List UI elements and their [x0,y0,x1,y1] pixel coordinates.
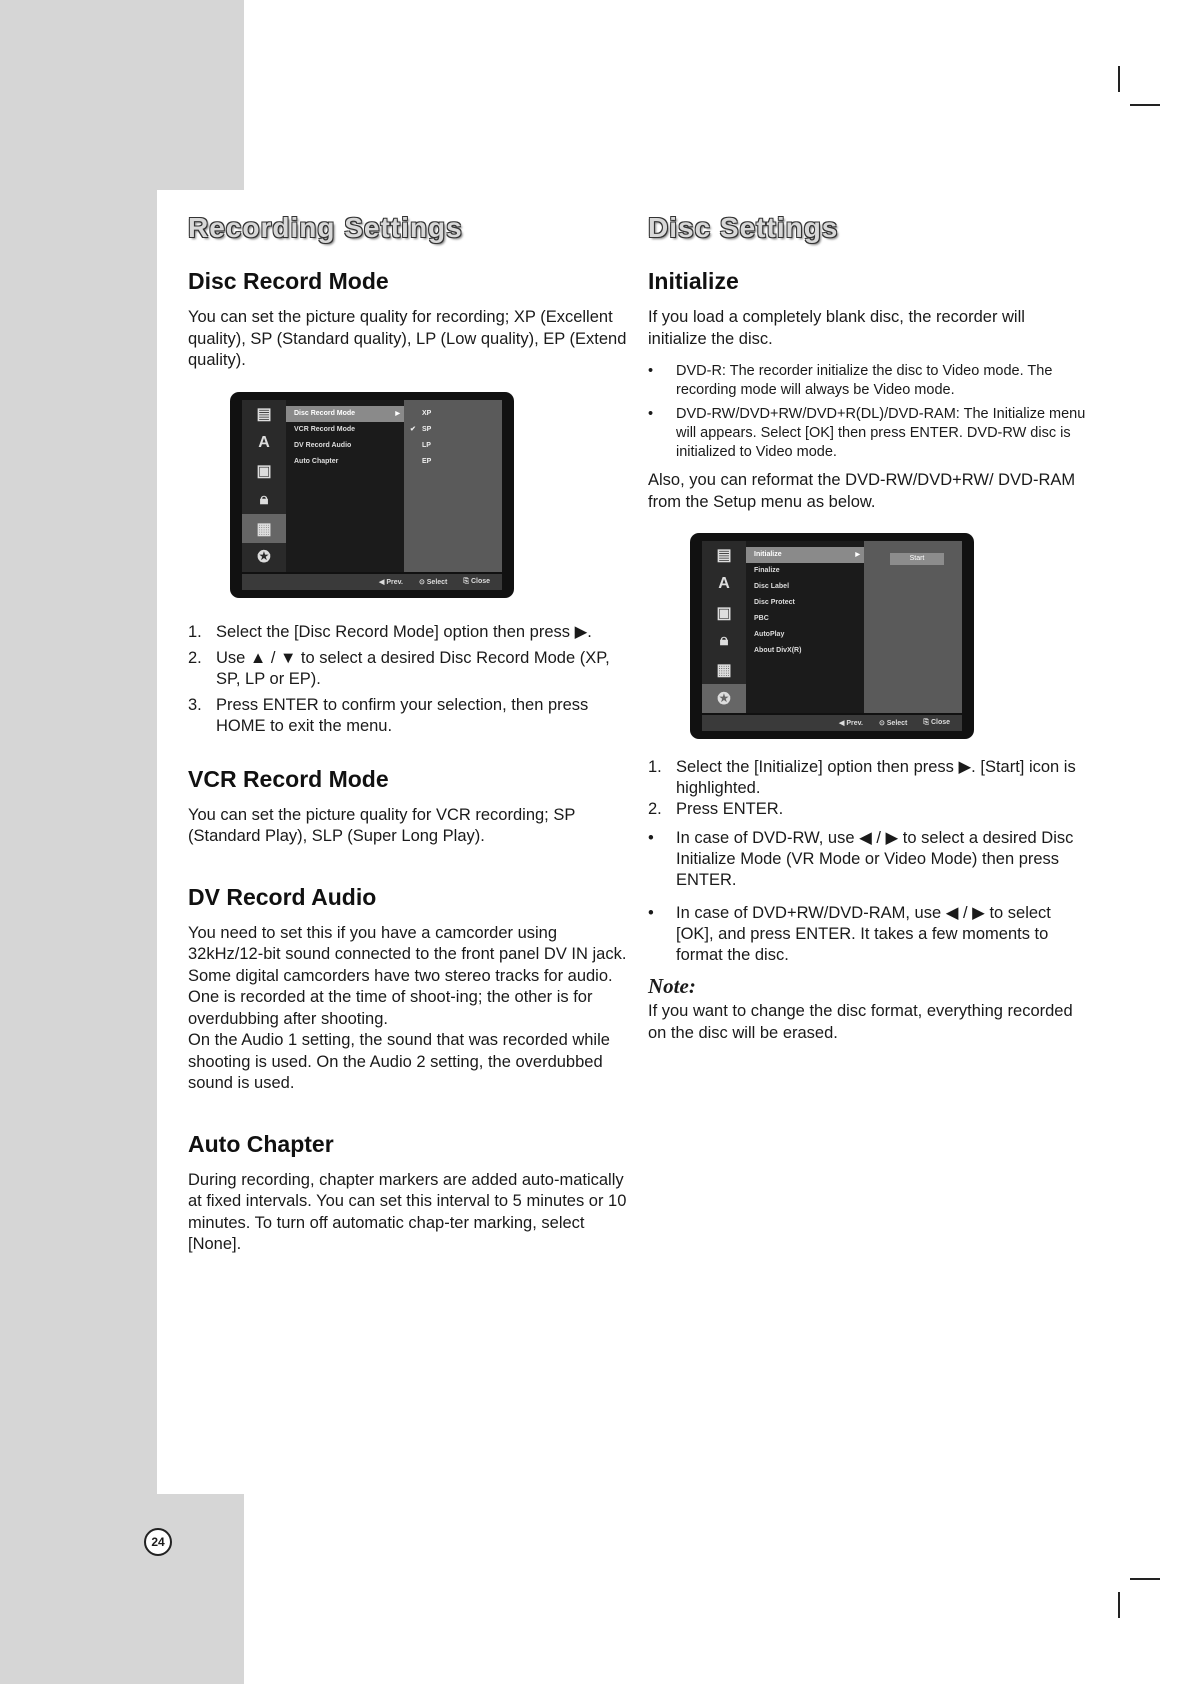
menu-item-finalize[interactable]: Finalize [754,567,780,574]
menu-item-disc-protect[interactable]: Disc Protect [754,599,795,606]
menu-footer [242,574,502,590]
audio-icon: ▣ [256,463,272,481]
step-text: Press ENTER to confirm your selection, then press HOME to exit the menu. [216,695,589,735]
option-sp-label: SP [422,425,432,433]
close-icon: ⎘ [463,577,471,585]
disc-icon: ▤ [256,405,272,423]
initialize-bullets [648,362,1088,462]
disc-settings-icon: ✪ [702,684,746,713]
dv-record-audio-text-2: On the Audio 1 setting, the sound that was recorded while shooting is used. On the Audio 2 setting, the overdubbed sound is used. [188,1031,610,1092]
check-icon: ✔ [410,425,416,433]
footer-close [923,719,950,727]
menu-icon-column [702,541,746,713]
bullet: • [648,363,654,379]
heading-dv-record-audio: DV Record Audio [188,883,377,910]
menu-icon-column [242,400,286,572]
recording-icon: ▦ [242,514,286,543]
initialize-steps [648,757,1088,820]
top-gray-block [0,0,244,190]
menu-item-disc-label[interactable]: Disc Label [754,583,790,590]
recording-icon: ▦ [716,662,732,680]
step-number: 1. [648,758,662,776]
crop-mark [1118,1592,1120,1618]
step-number: 2. [648,800,662,818]
footer-select: ⊙ Select [418,578,448,586]
language-icon: A [718,575,730,592]
dv-record-audio-text [188,923,628,1095]
language-icon: A [258,433,270,451]
start-button[interactable]: Start [890,553,944,565]
heading-auto-chapter: Auto Chapter [188,1130,334,1157]
initialize-also-text: Also, you can reformat the DVD-RW/DVD+RW/ DVD-RAM from the Setup menu as below. [648,471,1076,511]
note-title: Note: [648,974,696,998]
step-number: 3. [188,695,202,714]
heading-vcr-record-mode: VCR Record Mode [188,765,389,792]
auto-chapter-text: During recording, chapter markers are added auto-matically at fixed intervals. You can set this interval to 5 minutes or 10 minutes. To turn off automatic chap-ter marking, select [None]. [188,1170,627,1253]
bullet: • [648,829,654,847]
menu-item-about-divx[interactable]: About DivX(R) [754,647,802,654]
menu-items-column [746,541,864,713]
disc-record-mode-intro: You can set the picture quality for recording; XP (Excellent quality), SP (Standard quality), LP (Low quality), EP (Extend quality). [188,308,627,369]
list-item [188,622,628,643]
menu-item-vcr-record-mode[interactable]: VCR Record Mode [294,425,356,433]
left-gray-margin [0,0,157,1684]
menu-item-auto-chapter[interactable]: Auto Chapter [294,457,339,465]
lock-icon: 🔒︎ [719,632,729,650]
option-ep[interactable]: EP [422,457,432,465]
footer-close [463,578,490,586]
disc-record-mode-menu-screen [230,392,514,598]
list-item [648,903,1088,966]
list-item [648,405,1088,462]
note-text: If you want to change the disc format, everything recorded on the disc will be erased. [648,1002,1073,1042]
close-icon: ⎘ [923,719,931,726]
menu-item-autoplay[interactable]: AutoPlay [754,631,785,638]
disc-settings-menu-screen [690,533,974,739]
bullet-text: DVD-R: The recorder initialize the disc to Video mode. The recording mode will always be Video mode. [676,363,1053,398]
list-item [648,362,1088,400]
section-title-recording-settings: Recording Settings [188,212,463,243]
list-item [188,695,628,737]
initialize-intro: If you load a completely blank disc, the recorder will initialize the disc. [648,308,1025,348]
footer-close-label: Close [930,719,950,726]
menu-footer [702,715,962,731]
footer-prev: ◀ Prev. [839,720,863,727]
bullet-text: In case of DVD+RW/DVD-RAM, use ◀ / ▶ to select [OK], and press ENTER. It takes a few moments to format the disc. [676,904,1051,964]
list-item [648,799,1088,820]
heading-initialize: Initialize [648,268,739,294]
option-sp[interactable] [404,422,502,438]
vcr-record-mode-text: You can set the picture quality for VCR recording; SP (Standard Play), SLP (Super Long Play). [188,805,576,845]
crop-mark [1130,104,1160,106]
menu-options-column [864,541,962,713]
audio-icon: ▣ [716,604,732,622]
option-lp[interactable]: LP [422,441,431,449]
right-column [648,212,1088,1056]
menu-options-column [404,400,502,572]
step-text: Use ▲ / ▼ to select a desired Disc Record Mode (XP, SP, LP or EP). [216,648,610,688]
page-number: 24 [144,1528,172,1556]
step-text: Press ENTER. [676,800,784,818]
crop-mark [1118,66,1120,92]
heading-disc-record-mode: Disc Record Mode [188,268,389,294]
footer-select: ⊙ Select [878,720,908,727]
step-text: Select the [Disc Record Mode] option then press ▶. [216,622,592,641]
section-title-disc-settings: Disc Settings [648,212,839,243]
bullet-text: DVD-RW/DVD+RW/DVD+R(DL)/DVD-RAM: The Initialize menu will appears. Select [OK] then press ENTER. DVD-RW disc is initialized to Video mode. [676,406,1086,460]
list-item [188,648,628,690]
footer-close-label: Close [470,577,490,585]
step-text: Select the [Initialize] option then press ▶. [Start] icon is highlighted. [676,758,1076,797]
bullet: • [648,904,654,922]
dv-record-audio-text-1: You need to set this if you have a camcorder using 32kHz/12-bit sound connected to the front panel DV IN jack. Some digital camcorders have two stereo tracks for audio. One is recorded at the time of shoot-ing; the other is for overdubbing after shooting. [188,923,627,1028]
disc-icon: ▤ [716,547,732,565]
bullet-text: In case of DVD-RW, use ◀ / ▶ to select a desired Disc Initialize Mode (VR Mode or Video Mode) then press ENTER. [676,829,1074,889]
step-number: 1. [188,622,202,641]
initialize-mode-bullets [648,828,1088,966]
crop-mark [1130,1578,1160,1580]
bottom-gray-block [0,1494,244,1684]
lock-icon: 🔒︎ [259,490,269,508]
menu-items-column [286,400,404,572]
menu-item-initialize[interactable]: Initialize ▶ [746,547,864,563]
footer-prev: ◀ Prev. [379,578,403,586]
disc-settings-icon: ✪ [257,549,271,567]
bullet: • [648,406,654,422]
menu-item-pbc[interactable]: PBC [754,615,769,622]
disc-record-mode-steps [188,622,628,737]
menu-item-dv-record-audio[interactable]: DV Record Audio [294,441,352,449]
option-xp[interactable]: XP [422,409,432,417]
list-item [648,828,1088,891]
list-item [648,757,1088,799]
left-column [188,212,628,1268]
step-number: 2. [188,648,202,667]
menu-item-disc-record-mode[interactable]: Disc Record Mode ▶ [286,406,404,422]
